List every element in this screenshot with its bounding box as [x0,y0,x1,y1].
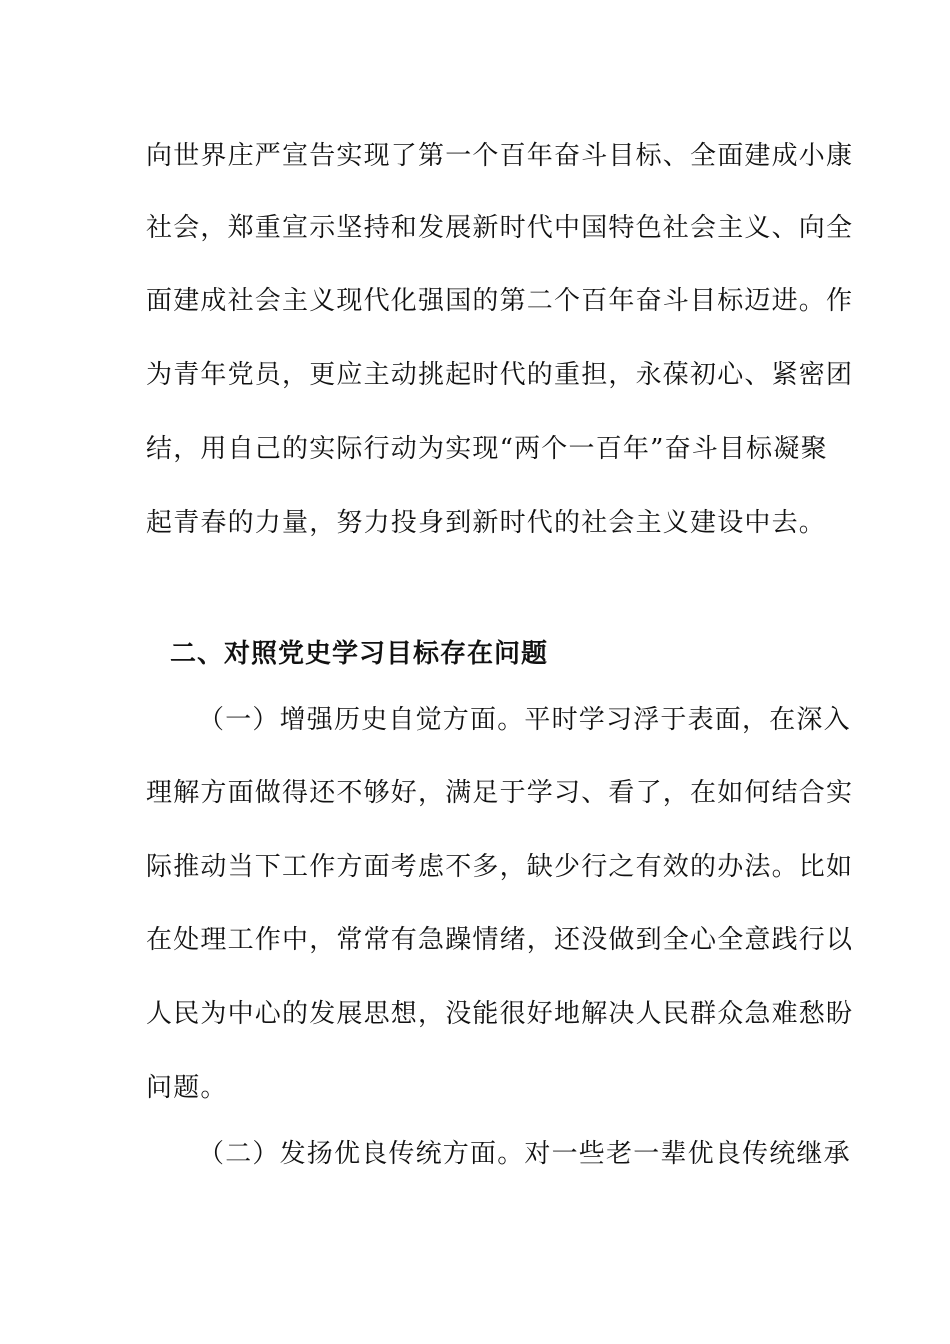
paragraph-line: 起青春的力量，努力投身到新时代的社会主义建设中去。 [146,508,827,538]
paragraph-line: 向世界庄严宣告实现了第一个百年奋斗目标、全面建成小康 [146,141,854,171]
paragraph-line: 结，用自己的实际行动为实现“两个一百年”奋斗目标凝聚 [146,434,828,464]
paragraph-line: （二）发扬优良传统方面。对一些老一辈优良传统继承 [198,1139,851,1169]
paragraph-line: 社会，郑重宣示坚持和发展新时代中国特色社会主义、向全 [146,213,854,243]
paragraph-line: 在处理工作中，常常有急躁情绪，还没做到全心全意践行以 [146,925,854,955]
section-heading: 二、对照党史学习目标存在问题 [170,639,549,669]
paragraph-line: 问题。 [146,1073,228,1103]
paragraph-line: 面建成社会主义现代化强国的第二个百年奋斗目标迈进。作 [146,286,854,316]
paragraph-line: （一）增强历史自觉方面。平时学习浮于表面，在深入 [198,705,851,735]
paragraph-line: 人民为中心的发展思想，没能很好地解决人民群众急难愁盼 [146,999,854,1029]
paragraph-line: 理解方面做得还不够好，满足于学习、看了，在如何结合实 [146,778,854,808]
paragraph-line: 为青年党员，更应主动挑起时代的重担，永葆初心、紧密团 [146,360,854,390]
paragraph-line: 际推动当下工作方面考虑不多，缺少行之有效的办法。比如 [146,852,854,882]
